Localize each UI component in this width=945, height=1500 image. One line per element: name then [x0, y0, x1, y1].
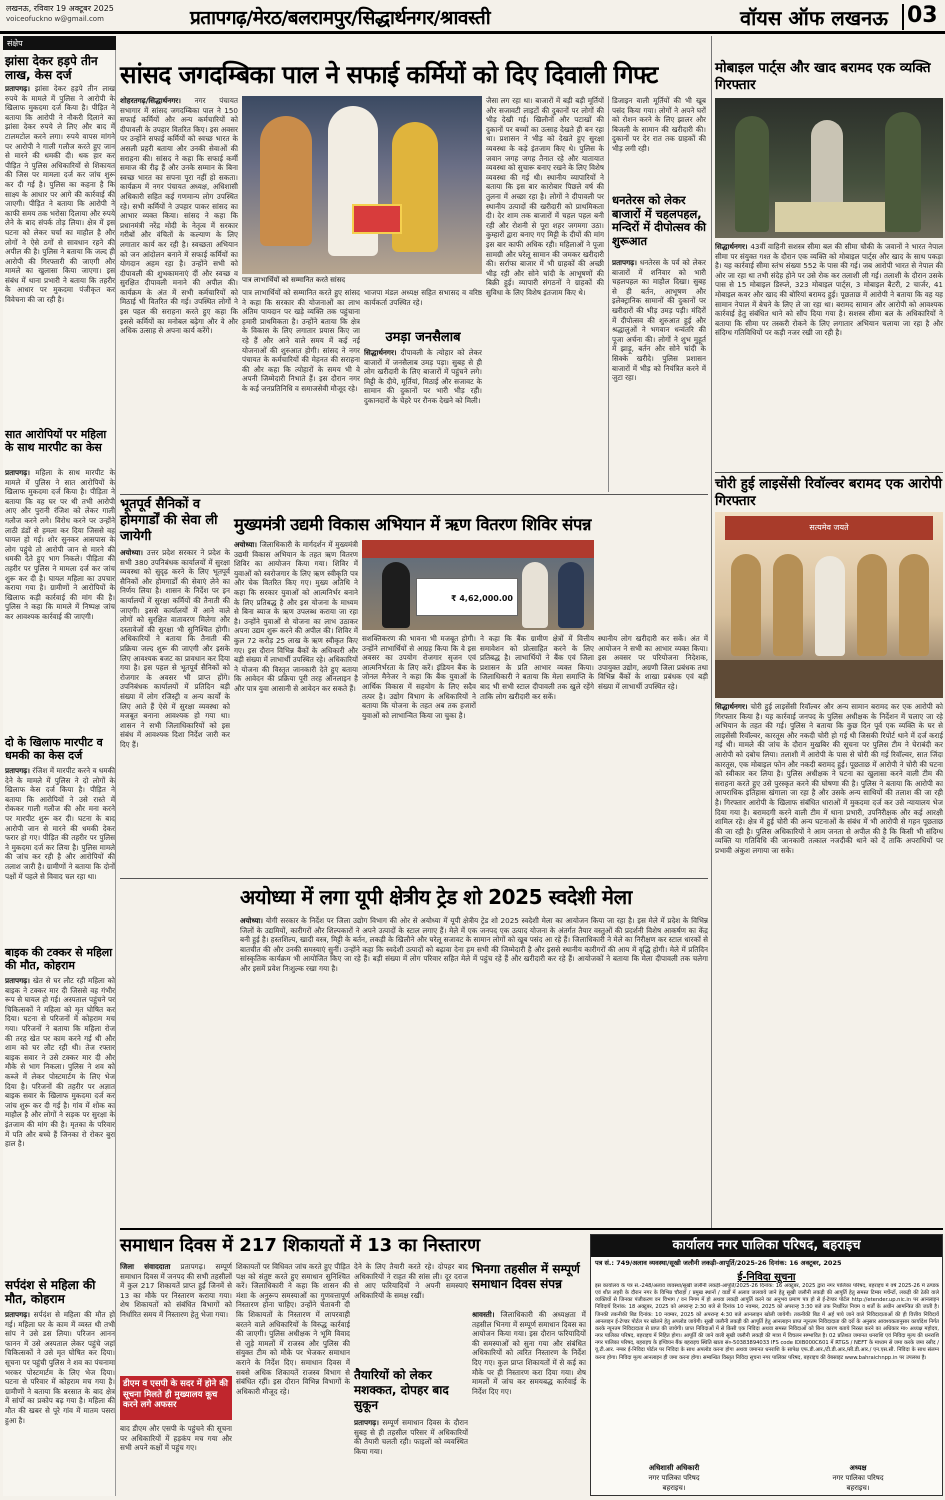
text-filler: योगी सरकार के निर्देश पर जिला उद्योग विभाग की ओर से अयोध्या में यूपी क्षेत्रीय ट्रेड शो 2025 स्वदेशी मेला का आयोजन किया जा रहा है। इस मेले में प्रदेश के विभिन्न जिलों के उद्यमियों, कारीगरों और शिल्पकारों ने अपने उत्पादों के स्टाल लगाए हैं। मेले में एक जनपद एक उत्पाद योजना के अंतर्गत तैयार वस्तुओं की प्रदर्शनी विशेष आकर्षण का केंद्र बनी हुई है। हस्तशिल्प, खादी वस्त्र, मिट्टी के बर्तन, लकड़ी के खिलौने और घरेलू सजावट के सामान लोगों को खूब पसंद आ रहे हैं। जिलाधिकारी ने मेले का निरीक्षण कर स्टाल धारकों से बातचीत की और उनकी समस्याएं सुनीं। उन्होंने कहा कि स्वदेशी उत्पादों को बढ़ावा देना हम सभी की जिम्मेदारी है और इससे स्थानीय कारीगरों की आय में वृद्धि होगी। मेले में प्रतिदिन सांस्कृतिक कार्यक्रम भी आयोजित किए जा रहे हैं। बड़ी संख्या में लोग परिवार सहित मेले में पहुंच रहे हैं और खरीदारी कर रहे हैं। आयोजकों ने बताया कि मेला दीपावली तक चलेगा और इसमें प्रवेश निःशुल्क रखा गया है।: [240, 916, 708, 973]
email: voiceofuckno w@gmail.com: [6, 15, 104, 23]
loan-body: [234, 540, 358, 876]
tender-notice-title: ई-निविदा सूचना: [737, 1272, 796, 1283]
brief-dateline: प्रतापगढ़।: [5, 84, 30, 93]
brand-divider: [902, 4, 904, 30]
lead-photo-caption: पात्र लाभार्थियों को सम्मानित करते सांसद: [242, 276, 346, 284]
tender-office-title: कार्यालय नगर पालिका परिषद, बहराइच: [591, 1235, 942, 1257]
person-shape: [815, 556, 845, 656]
seized-goods: [775, 202, 885, 232]
page-number: 03: [907, 3, 938, 28]
loan-body: [362, 634, 476, 876]
text-filler: सर्पदंश से महिला की मौत हो गई। महिला घर के काम में व्यस्त थी तभी सांप ने उसे डस लिया। परिजन आनन फानन में उसे अस्पताल लेकर पहुंचे जहां चिकित्सकों ने उसे मृत घोषित कर दिया। सूचना पर पहुंची पुलिस ने शव का पंचनामा भरकर पोस्टमार्टम के लिए भेज दिया। घटना से परिवार में कोहराम मच गया है। ग्रामीणों ने बताया कि बरसात के बाद क्षेत्र में सांपों का प्रकोप बढ़ गया है। महिला की मौत की खबर से पूरे गांव में मातम पसरा हुआ है।: [5, 1310, 115, 1425]
lead-body: [486, 96, 604, 492]
samadhan-sidebar1-headline: भिनगा तहसील में सम्पूर्ण समाधान दिवस संपन्न: [472, 1262, 580, 1291]
person-shape: [735, 116, 769, 232]
column-rule: [608, 96, 609, 492]
text-filler: भाजपा मंडल अध्यक्ष सहित सभासद व वरिष्ठ कार्यकर्ता उपस्थित रहे।: [364, 288, 482, 307]
section-rule: [120, 878, 708, 879]
loan-body: [480, 634, 594, 876]
lead-body: [364, 288, 482, 328]
seizure-photo: [715, 98, 943, 238]
lead-dateline: शोहरतगढ़/सिद्धार्थनगर।: [120, 96, 181, 105]
date-line: लखनऊ, रविवार 19 अक्टूबर 2025: [6, 4, 114, 13]
brief-dateline: प्रतापगढ़।: [5, 976, 30, 985]
sidebar-body: [364, 348, 482, 492]
trade-show-body: [240, 916, 708, 1012]
brief-headline: दो के खिलाफ मारपीट व धमकी का केस दर्ज: [5, 736, 103, 762]
samadhan-body: [472, 1310, 586, 1496]
text-filler: 43वीं वाहिनी सशस्त्र सीमा बल की सीमा चौकी के जवानों ने भारत नेपाल सीमा पर संयुक्त गश्त के दौरान एक व्यक्ति को मोबाइल पार्ट्स और खाद के साथ पकड़ा है। यह कार्रवाई सीमा स्तंभ संख्या 552 के पास की गई। जब आरोपी भारत से नेपाल की ओर जा रहा था तभी संदेह होने पर उसे रोक कर तलाशी ली गई। तलाशी के दौरान उसके पास से 15 मोबाइल डिस्प्ले, 323 मोबाइल पार्ट्स, 3 मोबाइल बैटरी, 2 चार्जर, 41 मोबाइल कवर और खाद की बोरियां बरामद हुई। पूछताछ में आरोपी ने बताया कि वह यह सामान नेपाल में बेचने के लिए ले जा रहा था। बरामद सामान और आरोपी को आवश्यक कार्रवाई हेतु संबंधित थाने को सौंप दिया गया है। सशस्त्र सीमा बल के अधिकारियों ने बताया कि सीमा पर तस्करी रोकने के लिए लगातार अभियान चलाया जा रहा है और संदिग्ध गतिविधियों पर कड़ी नजर रखी जा रही है।: [715, 242, 943, 338]
samadhan-sidebar2-headline: तैयारियों को लेकर मशक्कत, दोपहर बाद सुकून: [354, 1368, 449, 1412]
loan-body: [598, 634, 708, 876]
person-shape: [857, 554, 887, 656]
text-filler: नगर पंचायत सभागार में सांसद जगदम्बिका पाल ने 150 सफाई कर्मियों और अन्य कर्मचारियों को दीपावली के उपहार वितरित किए। इस अवसर पर उन्होंने सफाई कर्मियों को स्वच्छ भारत के असली प्रहरी बताया और उनकी सेवाओं की सराहना की। सांसद ने कहा कि सफाई कर्मी समाज की रीढ़ हैं और उनके सम्मान के बिना स्वच्छ भारत का सपना पूरा नहीं हो सकता। कार्यक्रम में नगर पंचायत अध्यक्ष, अधिशासी अधिकारी सहित कई गणमान्य लोग उपस्थित रहे। सभी कर्मियों ने उपहार पाकर सांसद का आभार व्यक्त किया। सांसद ने कहा कि प्रधानमंत्री नरेंद्र मोदी के नेतृत्व में सरकार गरीबों और वंचितों के कल्याण के लिए लगातार कार्य कर रही है। स्वच्छता अभियान को जन आंदोलन बनाने में सफाई कर्मियों का योगदान अहम रहा है। उन्होंने सभी को दीपावली की शुभकामनाएं दीं और स्वच्छ व सुरक्षित दीपावली मनाने की अपील की। कार्यक्रम के अंत में सभी कर्मचारियों को मिठाई भी वितरित की गई। उपस्थित लोगों ने इस पहल की सराहना करते हुए कहा कि इससे कर्मियों का मनोबल बढ़ेगा और वे और अधिक उत्साह से अपना कार्य करेंगे।: [120, 96, 238, 336]
sign-title: अध्यक्ष: [849, 1464, 867, 1472]
person-shape: [773, 554, 803, 656]
samadhan-body: [354, 1262, 468, 1366]
person-shape: [899, 554, 929, 656]
samadhan-sidebar1-dateline: श्रावस्ती।: [472, 1310, 495, 1319]
brief-headline: झांसा देकर हड़पे तीन लाख, केस दर्ज: [5, 54, 98, 82]
section-label: संक्षेप: [3, 36, 116, 50]
lead-headline: सांसद जगदम्बिका पाल ने सफाई कर्मियों को दिए दिवाली गिफ्ट: [120, 60, 658, 89]
person-shape: [260, 116, 312, 246]
lead-body: [242, 288, 360, 492]
lead-photo: [242, 96, 482, 274]
sign-place: बहराइच।: [662, 1484, 686, 1492]
left-column: [3, 36, 116, 1496]
person-shape: [885, 112, 921, 232]
person-shape: [558, 562, 584, 628]
text-filler: सशक्तिकरण की भावना भी मजबूत होगी। उन्होंने लाभार्थियों से आग्रह किया कि वे इस अवसर का उपयोग रोजगार सृजन एवं आत्मनिर्भरता के लिए करें। इंडियन बैंक के जोनल मैनेजर ने कहा कि बैंक युवाओं के आर्थिक विकास में सहयोग के लिए सदैव तत्पर है। उद्योग विभाग के अधिकारियों ने बताया कि योजना के तहत अब तक हजारों युवाओं को लाभान्वित किया जा चुका है।: [362, 634, 476, 720]
sign-place: बहराइच।: [846, 1484, 870, 1492]
brand: वॉयस ऑफ लखनऊ: [740, 6, 888, 30]
tender-sign-right: [783, 1463, 933, 1493]
revolver-photo: [715, 512, 943, 698]
samadhan-sidebar2-dateline: प्रतापगढ़।: [354, 1418, 379, 1427]
pull-quote: डीएम व एसपी के सदर में होने की सूचना मिलते ही मुख्यालय कूच करने लगे अफसर: [120, 1376, 232, 1420]
samadhan-body: [120, 1424, 232, 1496]
edition-strip: प्रतापगढ़/मेरठ/बलरामपुर/सिद्धार्थनगर/श्रावस्ती: [190, 7, 491, 29]
right-body: [715, 702, 943, 1226]
text-filler: जिलाधिकारी के मार्गदर्शन में मुख्यमंत्री उद्यमी विकास अभियान के तहत ऋण वितरण शिविर का आयोजन किया गया। शिविर में युवाओं को स्वरोजगार के लिए ऋण स्वीकृति पत्र और चेक वितरित किए गए। मुख्य अतिथि ने कहा कि सरकार युवाओं को आत्मनिर्भर बनाने के लिए प्रतिबद्ध है और इस योजना के माध्यम से बिना ब्याज के ऋण उपलब्ध कराया जा रहा है। उन्होंने युवाओं से योजना का लाभ उठाकर अपना उद्यम शुरू करने की अपील की। शिविर में कुल 72 करोड़ 25 लाख के ऋण स्वीकृत किए गए। इस दौरान विभिन्न बैंकों के अधिकारी और बड़ी संख्या में लाभार्थी उपस्थित रहे। अधिकारियों ने योजना की विस्तृत जानकारी देते हुए बताया कि आवेदन की प्रक्रिया पूरी तरह ऑनलाइन है और पात्र युवा आसानी से आवेदन कर सकते हैं।: [234, 540, 358, 693]
brief-dateline: प्रतापगढ़।: [5, 766, 30, 775]
right-headline: चोरी हुई लाइसेंसी रिवॉल्वर बरामद एक आरोपी गिरफ्तार: [715, 476, 943, 509]
brief-body: [5, 976, 115, 1272]
samadhan-dateline: जिला संवाददाता: [120, 1262, 171, 1271]
tender-notice: [590, 1234, 943, 1496]
table: [715, 660, 943, 698]
text-filler: रंजिश में मारपीट करने व धमकी देने के मामले में पुलिस ने दो लोगों के खिलाफ केस दर्ज किया है। पीड़ित ने बताया कि आरोपियों ने उसे रास्ते में रोककर गाली गलौज की और मना करने पर मारपीट शुरू कर दी। घटना के बाद आरोपी जान से मारने की धमकी देकर फरार हो गए। पीड़ित की तहरीर पर पुलिस ने मुकदमा दर्ज कर लिया है। पुलिस मामले की जांच कर रही है और आरोपियों की तलाश जारी है। ग्रामीणों ने बताया कि दोनों पक्षों में पहले से विवाद चल रहा था।: [5, 766, 115, 881]
text-filler: बाद डीएम और एसपी के पहुंचने की सूचना पर अधिकारियों में हड़कंप मच गया और सभी अपने कक्षों में पहुंच गए।: [120, 1424, 232, 1453]
samadhan-body: [236, 1262, 350, 1496]
brief-headline: सर्पदंश से महिला की मौत, कोहराम: [5, 1278, 96, 1306]
text-filler: झांसा देकर हड़पे तीन लाख रुपये के मामले में पुलिस ने आरोपी के खिलाफ मुकदमा दर्ज किया है। पीड़ित ने बताया कि आरोपी ने नौकरी दिलाने का झांसा देकर रुपये ले लिए और बाद में टालमटोल करने लगा। रुपये वापस मांगने पर आरोपी ने गाली गलौज करते हुए जान से मारने की धमकी दी। थक हार कर पीड़ित ने पुलिस अधिकारियों से शिकायत की जिस पर मामला दर्ज कर जांच शुरू कर दी गई है। पुलिस का कहना है कि साक्ष्य के आधार पर आगे की कार्रवाई की जाएगी। पीड़ित ने बताया कि आरोपी ने काफी समय तक भरोसा दिलाया और रुपये लेने के बाद संपर्क तोड़ लिया। क्षेत्र में इस घटना को लेकर चर्चा का माहौल है और लोगों ने ऐसे ठगों से सावधान रहने की अपील की है। पुलिस ने बताया कि जल्द ही आरोपी की गिरफ्तारी की जाएगी और मामले का खुलासा किया जाएगा। इस संबंध में थाना प्रभारी ने बताया कि तहरीर के आधार पर मुकदमा पंजीकृत कर विवेचना की जा रही है।: [5, 84, 115, 305]
person-shape: [382, 562, 410, 628]
press-banner: सत्यमेव जयते: [725, 516, 933, 540]
text-filler: उत्तर प्रदेश सरकार ने प्रदेश के सभी 380 उपनिबंधक कार्यालयों में सुरक्षा व्यवस्था को सुदृढ़ करने के लिए भूतपूर्व सैनिकों और होमगार्डों की सेवाएं लेने का निर्णय लिया है। शासन के निर्देश पर इन कार्यालयों में सुरक्षा कर्मियों की तैनाती की जाएगी। इससे कार्यालयों में आने वाले लोगों को सुरक्षित वातावरण मिलेगा और दस्तावेजों की सुरक्षा भी सुनिश्चित होगी। अधिकारियों ने बताया कि तैनाती की प्रक्रिया जल्द शुरू की जाएगी और इसके लिए आवश्यक बजट का प्रावधान कर दिया गया है। इस पहल से भूतपूर्व सैनिकों को रोजगार के अवसर भी प्राप्त होंगे। उपनिबंधक कार्यालयों में प्रतिदिन बड़ी संख्या में लोग रजिस्ट्री व अन्य कार्यों के लिए आते हैं ऐसे में सुरक्षा व्यवस्था को मजबूत बनाना आवश्यक हो गया था। शासन ने सभी जिलाधिकारियों को इस संबंध में आवश्यक दिशा निर्देश जारी कर दिए हैं।: [120, 548, 230, 749]
text-filler: ने कहा कि बैंक ग्रामीण क्षेत्रों में वित्तीय समावेशन को प्रोत्साहित करने के लिए प्रतिबद्ध है। लाभार्थियों ने बैंक एवं जिला प्रशासन के प्रति आभार व्यक्त किया। जिलाधिकारी ने बताया कि मेला समाप्ति के बाद भी सभी स्टाल दीपावली तक खुले रहेंगे ताकि लोग खरीदारी कर सकें।: [480, 634, 594, 701]
tender-body: इस कार्यालय के पत्र सं.-248/अलाव व्यवस्था/सूखी जलौनी लकड़ी-आपूर्ति/2025-26 दिनांक: 16 अक्टूबर, 2025 द्वारा नगर पालिका परिषद, बहराइच में वर्ष 2025-26 में ठण्डक एवं शीत लहरी के दौरान नगर के विभिन्न चौराहों / प्रमुख स्थानों / वार्डों में अलाव जलवाये जाने हेतु सूखी जलौनी लकड़ी की आपूर्ति हेतु समस्त टिम्बर मर्चेन्टों, लकड़ी की ठेकी वाले व्यक्तियों से जिनका पंजीकरण वन विभाग / वन निगम में हो अथवा लकड़ी आपूर्ति करने का अनुभव प्रमाण पत्र हो से ई-टेण्डर पोर्टल http://etender.up.nic.in पर आनलाइन निविदायें दिनांक: 18 अक्टूबर, 2025 को अपरान्ह 2:30 बजे से दिनांक 10 नवम्बर, 2025 को अपरान्ह 3:30 बजे तक निर्धारित नियम व शर्तों के अधीन आमन्त्रित की जाती है। जिनकी तकनीकी बिड दिनांक: 10 नवम्बर, 2025 को अपरान्ह 4:30 बजे आनलाइन खोली जायेगी। तकनीकी बिड में अर्ह पाये जाने वाले निविदादाताओं की ही वित्तीय निविदायें आनलाइन ई-टेण्डर पोर्टल पर खोलने हेतु अपलोड जायेगी। सूखी जलौनी लकड़ी की आपूर्ति हेतु आनलाइन प्राप्त न्यूनतम निविदादाता की दरों के अनुसार आवश्यकतानुसार कार्यादेश निर्गत करके न्यूनतम निविदादाता से प्राप्त की जायेगी। प्राप्त निविदाओं में से किसी एक निविदा अथवा समस्त निविदाओं को बिना कारण बताये निरस्त करने का अधिकार मा० अध्यक्ष महोदय, नगर पालिका परिषद, बहराइच में निहित होगा। आपूर्ति की जाने वाली सूखी जलौनी लकड़ी की मात्रा में विचलन सम्भावित है। 02 प्रतिशत जमानत धनराशि एवं निविदा मूल्य की धनराशि नगर पालिका परिषद, बहराइच के इण्डियन बैंक बहराइच स्थिति खाता सं०-50383894033 IFS code IDIB000C601 में RTGS / NEFT के माध्यम से जमा करके जमा रसीद / यू.टी.आर. नम्बर ई-निविदा पोर्टल पर निविदा के साथ अपलोड करना होगा अथवा जमानत धनराशि के सापेक्ष एफ.डी.आर./टी.डी.आर./सी.डी.आर./ एन.एस.सी. निविदा के साथ संलग्न करना होगा। निविदा मूल्य आनलाइन ही जमा करना होगा। सम्बन्धित विस्तृत निविदा सूचना नगर पालिका परिषद, बहराइच की वेबसाइट www.bahraichnpp.in पर उपलब्ध है।: [595, 1283, 939, 1361]
text-filler: देने के लिए तैयारी करते रहे। दोपहर बाद अधिकारियों ने राहत की सांस ली। दूर दराज से आए फरियादियों ने अपनी समस्याएं अधिकारियों के समक्ष रखीं।: [354, 1262, 468, 1300]
right-body: [715, 242, 943, 470]
text-filler: धनतेरस के पर्व को लेकर बाजारों में शनिवार को भारी चहलपहल का माहौल दिखा। सुबह से ही बर्तन, आभूषण और इलेक्ट्रानिक सामानों की दुकानों पर खरीदारों की भीड़ उमड़ पड़ी। मंदिरों में दीपोत्सव की शुरुआत हुई और श्रद्धालुओं ने भगवान धन्वंतरि की पूजा अर्चना की। लोगों ने शुभ मुहूर्त में झाड़ू, बर्तन और सोने चांदी के सिक्के खरीदे। पुलिस प्रशासन बाजारों में भीड़ को नियंत्रित करने में जुटा रहा।: [612, 258, 706, 383]
cheque: ₹ 4,62,000.00: [416, 578, 518, 616]
gift-box: [352, 204, 402, 234]
brief-headline: बाइक की टक्कर से महिला की मौत, कोहराम: [5, 946, 113, 972]
sidebar-dateline: सिद्धार्थनगर।: [364, 348, 397, 357]
loan-photo: [362, 540, 594, 630]
person-shape: [522, 562, 548, 628]
text-filler: जिलाधिकारी की अध्यक्षता में तहसील भिनगा में सम्पूर्ण समाधान दिवस का आयोजन किया गया। इस दौरान फरियादियों की समस्याओं को सुना गया और संबंधित अधिकारियों को त्वरित निस्तारण के निर्देश दिए गए। कुल प्राप्त शिकायतों में से कई का मौके पर ही निस्तारण करा दिया गया। शेष मामलों में जांच कर समयबद्ध कार्रवाई के निर्देश दिए गए।: [472, 1310, 586, 1396]
dhanteras-body: [612, 258, 706, 492]
brief-body: [5, 84, 115, 422]
text-filler: पात्र लाभार्थियों को सम्मानित करते हुए सांसद ने कहा कि सरकार की योजनाओं का लाभ अंतिम पायदान पर खड़े व्यक्ति तक पहुंचाना हमारी प्राथमिकता है। उन्होंने बताया कि क्षेत्र के विकास के लिए लगातार प्रयास किए जा रहे हैं और आने वाले समय में कई नई योजनाओं की शुरुआत होगी। सांसद ने नगर पंचायत के कर्मचारियों की मेहनत की सराहना की और कहा कि त्योहारों के समय भी वे अपनी जिम्मेदारी निभाते हैं। इस दौरान नगर के कई जनप्रतिनिधि व समाजसेवी मौजूद रहे।: [242, 288, 360, 393]
brief-body: [5, 766, 115, 940]
soldiers-body: [120, 548, 230, 876]
column-rule: [711, 36, 712, 1228]
text-filler: जैसा लग रहा था। बाजारों में बड़ी बड़ी मूर्तियों और सजावटी लाइटों की दुकानों पर लोगों की भीड़ देखी गई। खिलौनों और पटाखों की दुकानों पर बच्चों का उत्साह देखते ही बन रहा था। प्रशासन ने भीड़ को देखते हुए सुरक्षा व्यवस्था के कड़े इंतजाम किए थे। पुलिस के जवान जगह जगह तैनात रहे और यातायात व्यवस्था को सुचारू बनाए रखने के लिए विशेष व्यवस्था की गई थी। स्थानीय व्यापारियों ने बताया कि इस बार कारोबार पिछले वर्ष की तुलना में अच्छा रहा है। लोगों ने दीपावली पर स्थानीय उत्पादों की खरीदारी को प्राथमिकता दी। देर शाम तक बाजारों में चहल पहल बनी रही और रोशनी से पूरा शहर जगमगा उठा। कुम्हारों द्वारा बनाए गए मिट्टी के दीयों की मांग इस बार काफी अधिक रही। महिलाओं ने पूजा सामग्री और घरेलू सामान की जमकर खरीदारी की। सर्राफा बाजार में भी ग्राहकों की अच्छी भीड़ रही और सोने चांदी के आभूषणों की बिक्री हुई। व्यापारी संगठनों ने ग्राहकों की सुविधा के लिए विशेष इंतजाम किए थे।: [486, 96, 604, 297]
tender-patrank: पत्र सं.: 749/अलाव व्यवस्था/सूखी जलौनी लकड़ी-आपूर्ति/2025-26 दिनांक: 16 अक्टूबर, 2025: [595, 1259, 842, 1267]
trade-show-headline: अयोध्या में लगा यूपी क्षेत्रीय ट्रेड शो 2025 स्वदेशी मेला: [240, 885, 632, 909]
trade-show-dateline: अयोध्या।: [240, 916, 263, 925]
section-rule: [120, 494, 708, 495]
loan-dateline: अयोध्या।: [234, 540, 257, 549]
text-filler: दीपावली के त्योहार को लेकर बाजारों में जनसैलाब उमड़ पड़ा। सुबह से ही लोग खरीदारी के लिए बाजारों में पहुंचने लगे। मिट्टी के दीये, मूर्तियां, मिठाई और सजावट के सामान की दुकानों पर भारी भीड़ रही। दुकानदारों के चेहरे पर रौनक देखने को मिली।: [364, 348, 482, 405]
text-filler: प्रतापगढ़। सम्पूर्ण समाधान दिवस में जनपद की सभी तहसीलों में कुल 217 शिकायतें प्राप्त हुईं जिनमें से 13 का मौके पर निस्तारण कराया गया। शेष शिकायतों को संबंधित विभागों को निर्धारित समय में निस्तारण हेतु भेजा गया।: [120, 1262, 232, 1319]
dhanteras-headline: धनतेरस को लेकर बाजारों में चहलपहल, मन्दिरों में दीपोत्सव की शुरूआत: [612, 193, 706, 248]
text-filler: सम्पूर्ण समाधान दिवस के दौरान सुबह से ही तहसील परिसर में अधिकारियों की तैयारी चलती रही। फाइलों को व्यवस्थित किया गया।: [354, 1418, 468, 1456]
text-filler: डिजाइन वाली मूर्तियों की भी खूब पसंद किया गया। लोगों ने अपने घरों को रोशन करने के लिए झालर और बिजली के सामान की खरीदारी की। दुकानों पर देर रात तक ग्राहकों की भीड़ लगी रही।: [612, 96, 706, 153]
text-filler: महिला के साथ मारपीट के मामले में पुलिस ने सात आरोपियों के खिलाफ मुकदमा दर्ज किया है। पीड़िता ने बताया कि वह घर पर थी तभी आरोपी आए और पुरानी रंजिश को लेकर गाली गलौज करने लगे। विरोध करने पर उन्होंने लाठी डंडों से हमला कर दिया जिससे वह घायल हो गई। शोर सुनकर आसपास के लोग पहुंचे तो आरोपी जान से मारने की धमकी देते हुए भाग निकले। पीड़िता की तहरीर पर पुलिस ने मामला दर्ज कर जांच शुरू कर दी है। घायल महिला का उपचार कराया गया है। ग्रामीणों ने आरोपियों के खिलाफ कड़ी कार्रवाई की मांग की है। पुलिस ने कहा कि मामले में निष्पक्ष जांच कर आवश्यक कार्रवाई की जाएगी।: [5, 468, 115, 621]
samadhan-body: [120, 1262, 232, 1374]
sidebar-headline: उमड़ा जनसैलाब: [385, 330, 461, 345]
samadhan-body: [354, 1418, 468, 1496]
lead-body: [120, 96, 238, 492]
right-dateline: सिद्धार्थनगर।: [715, 242, 748, 251]
text-filler: खेत से घर लौट रही महिला को बाइक ने टक्कर मार दी जिससे वह गंभीर रूप से घायल हो गई। अस्पताल पहुंचने पर चिकित्सकों ने महिला को मृत घोषित कर दिया। घटना से परिजनों में कोहराम मच गया। परिजनों ने बताया कि महिला रोज की तरह खेत पर काम करने गई थी और शाम को घर लौट रही थी। तेज रफ्तार बाइक सवार ने उसे टक्कर मार दी और मौके से भाग निकला। पुलिस ने शव को कब्जे में लेकर पोस्टमार्टम के लिए भेज दिया है। परिजनों की तहरीर पर अज्ञात बाइक सवार के खिलाफ मुकदमा दर्ज कर जांच शुरू कर दी गई है। गांव में शोक का माहौल है और लोगों ने सड़क पर सुरक्षा के इंतजाम की मांग की है। मृतका के परिवार में पति और बच्चे हैं जिनका रो रोकर बुरा हाल है।: [5, 976, 115, 1149]
sign-title: अधिशासी अधिकारी: [648, 1464, 700, 1472]
dhanteras-dateline: प्रतापगढ़।: [612, 258, 637, 267]
right-headline: मोबाइल पार्ट्स और खाद बरामद एक व्यक्ति गिरफ्तार: [715, 60, 931, 93]
masthead-rule: [0, 31, 945, 34]
loan-headline: मुख्यमंत्री उद्यमी विकास अभियान में ऋण वितरण शिविर संपन्न: [234, 515, 592, 534]
brief-headline: सात आरोपियों पर महिला के साथ मारपीट का केस: [5, 428, 107, 454]
section-rule: [715, 472, 943, 473]
section-rule: [120, 1228, 943, 1230]
brief-body: [5, 468, 115, 730]
text-filler: चोरी हुई लाइसेंसी रिवॉल्वर और अन्य सामान बरामद कर एक आरोपी को गिरफ्तार किया है। यह कार्रवाई जनपद के पुलिस अधीक्षक के निर्देशन में चलाए जा रहे अभियान के तहत की गई। पुलिस ने बताया कि कुछ दिन पूर्व एक व्यक्ति के घर से लाइसेंसी रिवॉल्वर, कारतूस और नकदी चोरी हो गई थी जिसकी रिपोर्ट थाने में दर्ज कराई गई थी। मामले की जांच के दौरान मुखबिर की सूचना पर पुलिस टीम ने घेराबंदी कर आरोपी को दबोच लिया। तलाशी में आरोपी के पास से चोरी की गई रिवॉल्वर, सात जिंदा कारतूस, एक मोबाइल फोन और नकदी बरामद हुई। पूछताछ में आरोपी ने चोरी की घटना को स्वीकार कर लिया है। पुलिस अधीक्षक ने घटना का खुलासा करने वाली टीम की सराहना करते हुए उसे पुरस्कृत करने की घोषणा की है। पुलिस ने बताया कि आरोपी का आपराधिक इतिहास खंगाला जा रहा है और उसके अन्य साथियों की तलाश की जा रही है। गिरफ्तार आरोपी के खिलाफ संबंधित धाराओं में मुकदमा दर्ज कर उसे न्यायालय भेज दिया गया है। बरामदगी करने वाली टीम में थाना प्रभारी, उपनिरीक्षक और कई आरक्षी शामिल रहे। क्षेत्र में हुई चोरी की अन्य घटनाओं के संबंध में भी आरोपी से गहन पूछताछ की जा रही है। पुलिस अधिकारियों ने आम जनता से अपील की है कि किसी भी संदिग्ध व्यक्ति या गतिविधि की जानकारी तत्काल नजदीकी थाने को दें ताकि अपराधियों पर प्रभावी अंकुश लगाया जा सके।: [715, 702, 943, 855]
sign-org: नगर पालिका परिषद: [832, 1474, 884, 1482]
dhanteras-top-body: [612, 96, 706, 192]
right-dateline: सिद्धार्थनगर।: [715, 702, 748, 711]
person-shape: [731, 554, 761, 656]
tender-sign-left: [599, 1463, 749, 1493]
soldiers-dateline: अयोध्या।: [120, 548, 143, 557]
samadhan-headline: समाधान दिवस में 217 शिकायतों में 13 का निस्तारण: [120, 1235, 481, 1256]
soldiers-headline: भूतपूर्व सैनिकों व होमगार्डों की सेवा ली जायेगी: [120, 497, 218, 544]
banner-strip: [362, 540, 594, 558]
brief-body: [5, 1310, 115, 1490]
text-filler: शिकायतों पर विधिवत जांच करते हुए पीड़ित पक्ष को संतुष्ट करते हुए समाधान सुनिश्चित करें। जिलाधिकारी ने कहा कि शासन की मंशा के अनुरूप समस्याओं का गुणवत्तापूर्ण निस्तारण होना चाहिए। उन्होंने चेतावनी दी कि शिकायतों के निस्तारण में लापरवाही बरतने वाले अधिकारियों के विरुद्ध कार्रवाई की जाएगी। पुलिस अधीक्षक ने भूमि विवाद से जुड़े मामलों में राजस्व और पुलिस की संयुक्त टीम को मौके पर भेजकर समाधान कराने के निर्देश दिए। समाधान दिवस में सबसे अधिक शिकायतें राजस्व विभाग से संबंधित रहीं। इस दौरान विभिन्न विभागों के अधिकारी मौजूद रहे।: [236, 1262, 350, 1396]
text-filler: स्थानीय लोग खरीदारी कर सकें। अंत में आयोजन ने सभी का आभार व्यक्त किया। इस अवसर पर परियोजना निदेशक, उपायुक्त उद्योग, अग्रणी जिला प्रबंधक तथा विभिन्न बैंकों के शाखा प्रबंधक एवं बड़ी संख्या में लाभार्थी उपस्थित रहे।: [598, 634, 708, 691]
brief-dateline: प्रतापगढ़।: [5, 1310, 30, 1319]
brief-dateline: प्रतापगढ़।: [5, 468, 30, 477]
sign-org: नगर पालिका परिषद: [648, 1474, 700, 1482]
